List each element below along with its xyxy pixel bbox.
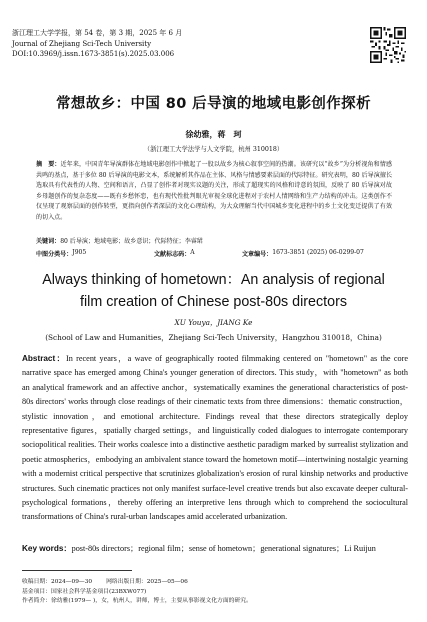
clc-value: J905 — [72, 249, 87, 256]
clc-label: 中图分类号： — [36, 251, 73, 258]
abstract-cn — [36, 160, 392, 224]
author-bio-value: 徐幼雅(1979— )，女，杭州人，讲师，博士，主要从事影视文化方面的研究。 — [51, 598, 252, 605]
article-no-field — [242, 249, 364, 258]
journal-header — [12, 28, 182, 60]
received-label: 收稿日期： — [22, 579, 51, 585]
affiliation-cn: （浙江理工大学法学与人文学院，杭州 310018） — [143, 146, 284, 153]
authors-cn: 徐幼雅，蒋 珂 — [185, 129, 242, 139]
author-bio-line — [22, 597, 252, 607]
affiliation-en: (School of Law and Humanities，Zhejiang Sci-Tech University，Hangzhou 310018，China) — [45, 333, 382, 342]
abstract-label-en: Abstract： — [22, 354, 67, 363]
keywords-value-en: post-80s directors；regional film；sense of hometown；generational signatures；Li Ruijun — [71, 544, 376, 553]
keywords-label-cn: 关键词： — [36, 238, 61, 245]
doc-code-label: 文献标志码： — [154, 251, 191, 258]
dates-line — [22, 578, 252, 588]
title-cn: 常想故乡：中国 80 后导演的地域电影创作探析 — [56, 96, 371, 112]
authors-en: XU Youya，JIANG Ke — [174, 318, 253, 327]
fund-line — [22, 588, 252, 598]
title-en-line2: film creation of Chinese post-80s directors — [80, 294, 347, 310]
journal-name-cn: 浙江理工大学学报，第 54 卷，第 3 期，2025 年 6 月 — [12, 29, 183, 37]
doc-code-field — [154, 249, 195, 258]
abstract-body-cn: 近年来，中国青年导演群体在地域电影创作中掀起了一股以故乡为核心叙事空间的热潮。该研究以“故乡”为分析视角和情感共鸣的基点，基于多位 80 后导演的电影文本，系统解析其作品在主体、风格与情感要素层面的代际特征。研究表明，80 后导演擅长选取具有代表性的人物、空间和语言，凸显了创作者对现实议题的关注，形成了超现实的风格和诗意的氛围，反映了 80 后导演对故乡母题创作的复杂态度——既有乡愁怀恋，也有现代性批判眼光审视全球化进程对于农村人情网络和生产力结构的冲击。这类创作不仅呈现了观察层面的创作转型，更指向创作者深层的文化心理结构，为大众理解当代中国城乡变化进程中的乡土文化变迁提供了有效的切入点。 — [36, 161, 392, 221]
online-label: 网络出版日期： — [106, 579, 147, 585]
abstract-label-cn: 摘 要： — [36, 161, 61, 168]
keywords-value-cn: 80 后导演；地域电影；故乡意识；代际特征；李睿珺 — [60, 238, 203, 245]
article-no-value: 1673-3851 (2025) 06-0299-07 — [272, 249, 364, 256]
title-en-line1: Always thinking of hometown：An analysis of regional — [42, 272, 385, 288]
qr-code-icon — [370, 27, 406, 63]
fund-value: 国家社会科学基金项目(23BXW077) — [51, 588, 147, 595]
footnote-divider — [22, 570, 132, 571]
keywords-cn — [36, 236, 396, 245]
title-en — [0, 269, 427, 313]
author-bio-label: 作者简介： — [22, 598, 51, 605]
doi: DOI:10.3969/j.issn.1673-3851(s).2025.03.006 — [12, 50, 175, 58]
fund-label: 基金项目： — [22, 588, 51, 595]
keywords-label-en: Key words： — [22, 544, 72, 553]
doc-code-value: A — [190, 249, 195, 256]
received-date: 2024—09—30 — [51, 579, 93, 585]
article-no-label: 文章编号： — [242, 251, 273, 258]
keywords-en — [22, 543, 422, 554]
abstract-body-en: In recent years，a wave of geographically rooted filmmaking centered on "hometown" as the core narrative space has emerged among China's younger generation of directors. This study，with "hometown" as both an analytical framework and an affective anchor，systematically examines the generational characteristics of post-80s directors' works through close readings of their cinematic texts from three dimensions：thematic construction，stylistic innovation，and emotional architecture. Findings reveal that these directors strategically deploy representative figures，spatially charged settings，and linguistically coded dialogues to interrogate contemporary sociopolitical realities. Their works coalesce into a distinctive aesthetic paradigm marked by surrealist stylization and poetic atmospherics，embodying an ambivalent stance toward the hometown motif—intertwining nostalgic yearning with a modernist critical perspective that scrutinizes globalization's erosion of rural kinship networks and productive structures. Such cinematic practices not only manifest surface-level creative trends but also excavate deeper cultural-psychological formations，thereby offering an interpretive lens through which to comprehend the sociocultural transformations of China's rural-urban landscapes amid accelerated urbanization. — [22, 354, 408, 522]
footnotes — [22, 578, 252, 607]
abstract-en — [22, 352, 408, 525]
online-date: 2025—05—06 — [146, 579, 188, 585]
journal-name-en: Journal of Zhejiang Sci-Tech University — [12, 39, 152, 48]
clc-field — [36, 249, 87, 258]
